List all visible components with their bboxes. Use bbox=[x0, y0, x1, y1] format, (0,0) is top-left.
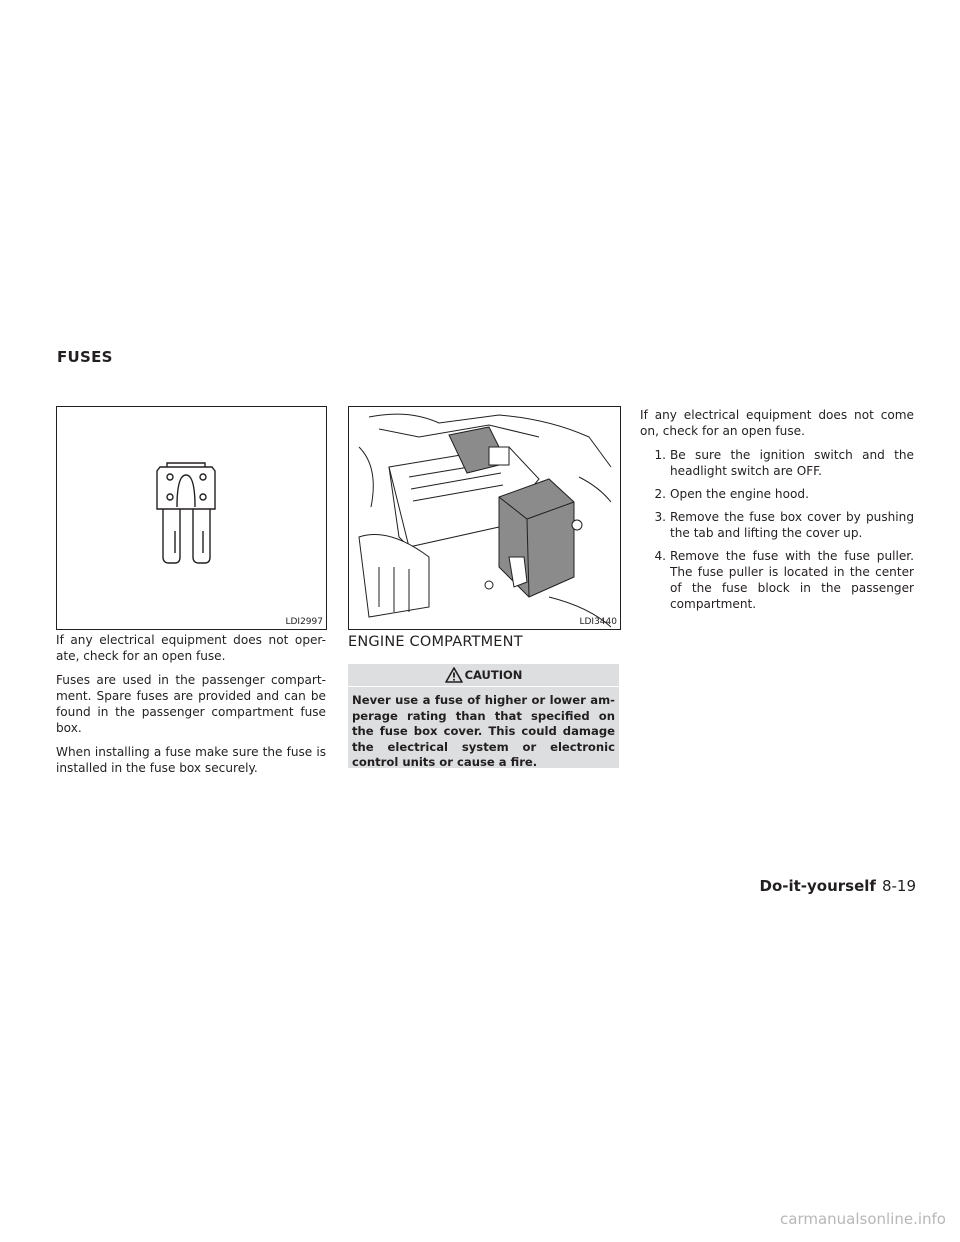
list-item bbox=[640, 447, 914, 479]
warning-icon bbox=[445, 667, 463, 683]
fuse-figure bbox=[56, 406, 327, 630]
step-text: Remove the fuse with the fuse puller. The fuse puller is located in the center of the fuse block in the passenger compartment. bbox=[670, 549, 914, 611]
list-item bbox=[640, 548, 914, 612]
caution-header bbox=[348, 664, 619, 687]
caution-label: CAUTION bbox=[464, 668, 523, 682]
paragraph: If any electrical equipment does not oper- ate, check for an open fuse. bbox=[56, 633, 326, 663]
fuse-illustration bbox=[57, 407, 326, 629]
caution-box bbox=[348, 664, 619, 768]
step-number: 4. bbox=[654, 549, 666, 563]
step-number: 1. bbox=[654, 448, 666, 462]
page-number: 8-19 bbox=[881, 877, 916, 895]
section-title: FUSES bbox=[57, 348, 113, 366]
step-text: Open the engine hood. bbox=[670, 487, 809, 501]
step-number: 2. bbox=[654, 487, 666, 501]
steps-list bbox=[640, 447, 914, 612]
caution-text: Never use a fuse of higher or lower am- perage rating than that specified on the fuse box cover. This could damage the electrical system or electronic control units or cause a fire. bbox=[352, 693, 615, 769]
intro-paragraph: If any electrical equipment does not come on, check for an open fuse. bbox=[640, 408, 914, 438]
engine-compartment-illustration bbox=[349, 407, 620, 629]
list-item bbox=[640, 486, 914, 502]
step-number: 3. bbox=[654, 510, 666, 524]
list-item bbox=[640, 509, 914, 541]
figure-code: LDI2997 bbox=[285, 617, 323, 627]
footer-section: Do-it-yourself bbox=[759, 877, 876, 895]
watermark: carmanualsonline.info bbox=[780, 1210, 946, 1228]
step-text: Be sure the ignition switch and the headlight switch are OFF. bbox=[670, 448, 914, 478]
page-footer bbox=[760, 877, 917, 895]
right-column bbox=[640, 407, 914, 619]
left-column bbox=[56, 632, 326, 784]
engine-compartment-heading: ENGINE COMPARTMENT bbox=[348, 634, 523, 650]
engine-compartment-figure bbox=[348, 406, 621, 630]
step-text: Remove the fuse box cover by pushing the tab and lifting the cover up. bbox=[670, 510, 914, 540]
paragraph: When installing a fuse make sure the fuse is installed in the fuse box securely. bbox=[56, 745, 326, 775]
paragraph: Fuses are used in the passenger compart- ment. Spare fuses are provided and can be found in the passenger compartment fuse box. bbox=[56, 673, 326, 735]
figure-code: LDI3440 bbox=[579, 617, 617, 627]
